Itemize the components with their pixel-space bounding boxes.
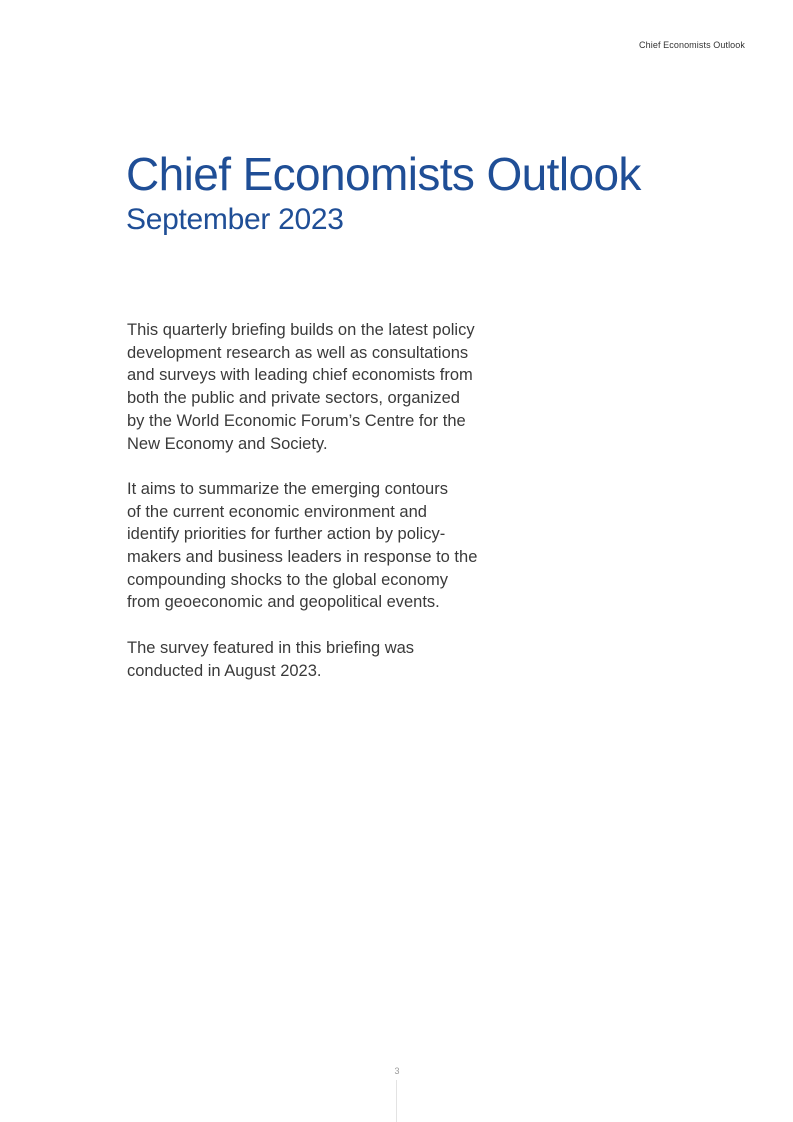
title-block [126,146,746,238]
text-line: conducted in August 2023. [127,661,322,680]
text-line: compounding shocks to the global economy [127,570,449,589]
running-header: Chief Economists Outlook [639,40,745,50]
page-number: 3 [394,1066,400,1076]
text-line: makers and business leaders in response to the [127,548,478,567]
text-line: development research as well as consultations [127,343,469,362]
page-subtitle: September 2023 [126,203,344,236]
text-line: from geoeconomic and geopolitical events. [127,593,440,612]
page-title: Chief Economists Outlook [126,148,641,200]
text-line: by the World Economic Forum’s Centre for the [127,411,466,430]
text-line: of the current economic environment and [127,502,427,521]
intro-paragraph-3 [127,637,497,682]
text-line: New Economy and Society. [127,434,328,453]
text-line: both the public and private sectors, organized [127,389,460,408]
text-line: This quarterly briefing builds on the latest policy [127,321,475,339]
intro-paragraph-2 [127,478,497,614]
intro-paragraph-1 [127,319,497,455]
text-line: The survey featured in this briefing was [127,638,415,657]
text-line: identify priorities for further action by policy- [127,525,446,544]
text-line: It aims to summarize the emerging contours [127,479,448,498]
page-number-rule [396,1080,397,1122]
intro-text [127,319,497,705]
text-line: and surveys with leading chief economists from [127,366,473,385]
